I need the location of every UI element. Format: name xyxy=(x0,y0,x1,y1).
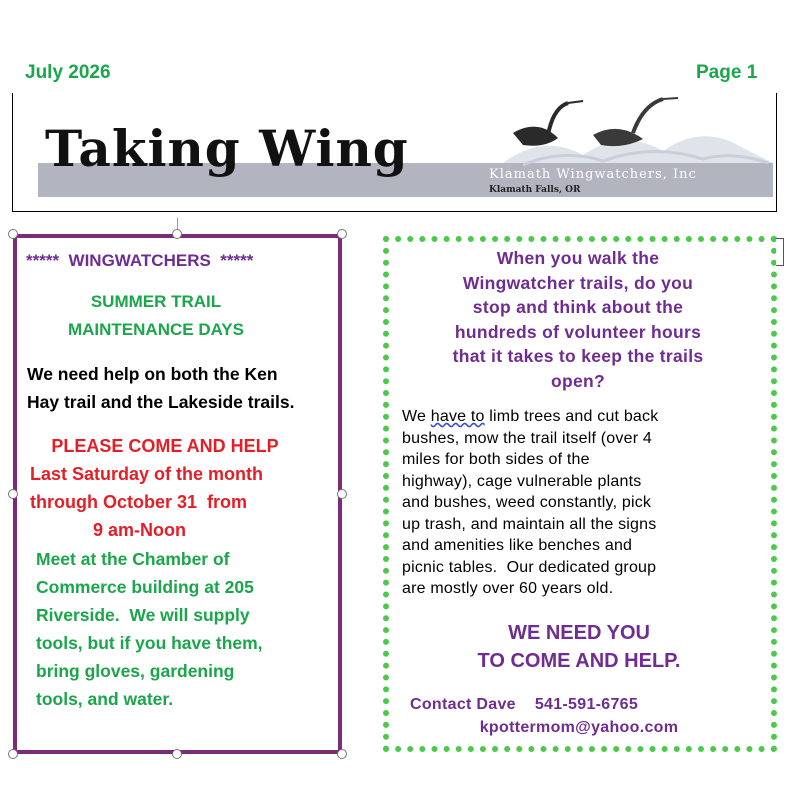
schedule-time: 9 am-Noon xyxy=(93,520,187,540)
meet-line: Commerce building at 205 xyxy=(36,577,254,597)
organization-location: Klamath Falls, OR xyxy=(489,185,581,195)
body-text: limb trees and cut back xyxy=(484,408,659,425)
contact-email: kpottermom@yahoo.com xyxy=(479,719,679,736)
resize-handle-left[interactable] xyxy=(8,489,18,499)
meet-line: tools, but if you have them, xyxy=(36,633,263,653)
newsletter-title: Taking Wing xyxy=(45,119,409,178)
resize-handle-top-right[interactable] xyxy=(337,229,347,239)
resize-handle-bottom-left[interactable] xyxy=(8,749,18,759)
question-line: hundreds of volunteer hours xyxy=(454,321,702,342)
summer-line-1: SUMMER TRAIL xyxy=(90,292,222,311)
question-line: stop and think about the xyxy=(472,297,684,317)
contact-phone: Contact Dave 541-591-6765 xyxy=(410,696,639,713)
body-line: bushes, mow the trail itself (over 4 xyxy=(402,429,652,447)
page-number: Page 1 xyxy=(696,62,758,83)
body-line: miles for both sides of the xyxy=(402,451,590,468)
body-line: up trash, and maintain all the signs xyxy=(402,515,657,533)
layout-options-handle[interactable] xyxy=(776,238,784,266)
newsletter-banner xyxy=(12,93,777,212)
question-line: open? xyxy=(551,370,605,391)
body-text: We xyxy=(402,408,431,425)
resize-handle-right[interactable] xyxy=(337,489,347,499)
wingwatchers-heading: ***** WINGWATCHERS ***** xyxy=(26,251,254,270)
grebe-birds-splash-icon xyxy=(483,93,773,173)
need-you-line-2: TO COME AND HELP. xyxy=(477,650,681,672)
need-you-line-1: WE NEED YOU xyxy=(508,622,650,644)
resize-handle-bottom[interactable] xyxy=(172,749,182,759)
resize-handle-bottom-right[interactable] xyxy=(337,749,347,759)
need-line-1: We need help on both the Ken xyxy=(27,364,278,384)
body-line: and amenities like benches and xyxy=(402,537,633,554)
spellcheck-underlined-text[interactable]: have to xyxy=(430,408,485,425)
need-line-2: Hay trail and the Lakeside trails. xyxy=(27,392,295,412)
schedule-text xyxy=(30,460,330,516)
meet-line: Riverside. We will supply xyxy=(36,605,250,625)
question-line: that it takes to keep the trails xyxy=(452,346,704,366)
schedule-line-1: Last Saturday of the month xyxy=(30,464,264,484)
question-line: Wingwatcher trails, do you xyxy=(462,272,694,293)
meet-line: Meet at the Chamber of xyxy=(36,549,230,569)
body-line-1 xyxy=(402,406,754,428)
body-line: highway), cage vulnerable plants xyxy=(402,472,642,490)
issue-date: July 2026 xyxy=(25,62,111,83)
organization-name: Klamath Wingwatchers, Inc xyxy=(489,167,697,182)
resize-handle-top[interactable] xyxy=(172,229,182,239)
schedule-line-2: through October 31 from xyxy=(30,492,248,512)
body-line: picnic tables. Our dedicated group xyxy=(402,558,657,576)
help-needed-text xyxy=(27,360,339,416)
body-line: and bushes, weed constantly, pick xyxy=(402,494,652,511)
we-need-you-heading xyxy=(395,619,763,675)
body-line: are mostly over 60 years old. xyxy=(402,580,614,597)
volunteer-question xyxy=(397,246,759,393)
meeting-details xyxy=(36,545,336,713)
question-line: When you walk the xyxy=(496,248,660,268)
resize-handle-top-left[interactable] xyxy=(8,229,18,239)
please-help-heading: PLEASE COME AND HELP xyxy=(51,436,279,456)
meet-line: tools, and water. xyxy=(36,689,174,709)
summer-trail-heading xyxy=(56,288,256,344)
volunteer-tasks-text xyxy=(402,406,754,600)
meet-line: bring gloves, gardening xyxy=(36,661,235,681)
summer-line-2: MAINTENANCE DAYS xyxy=(67,320,244,339)
